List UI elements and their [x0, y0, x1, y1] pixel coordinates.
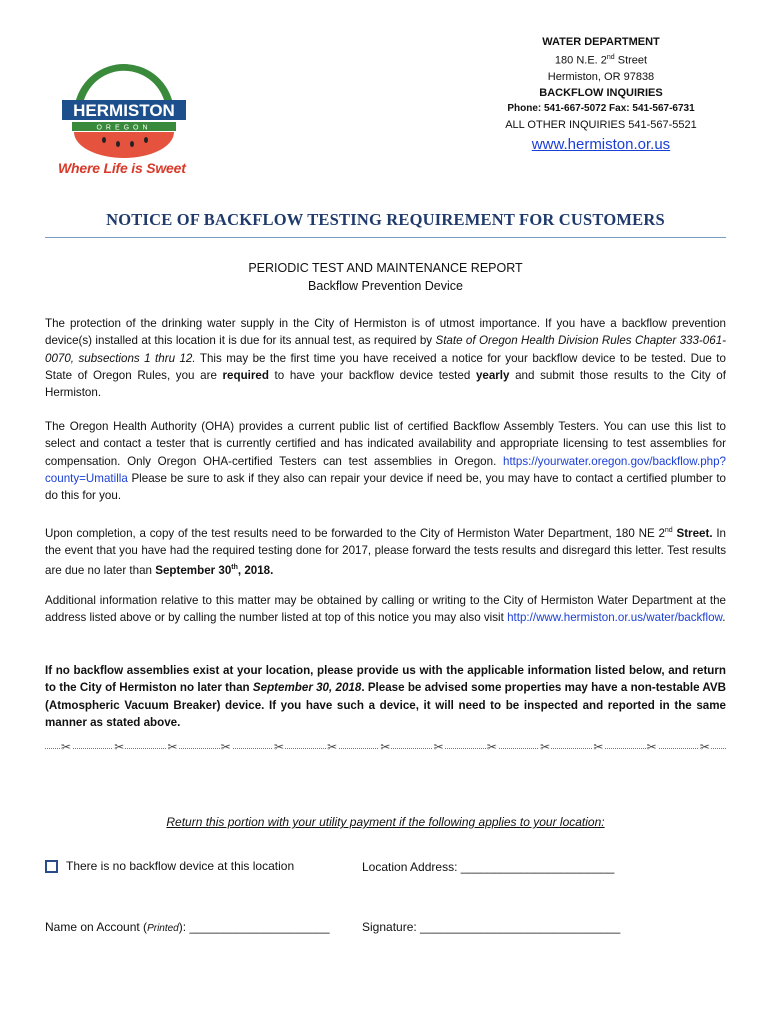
logo-city-text: HERMISTON	[73, 101, 175, 120]
name-on-account-field[interactable]: _____________________	[189, 920, 330, 934]
subtitle-report: PERIODIC TEST AND MAINTENANCE REPORT	[248, 261, 523, 275]
paragraph-additional-info: Additional information relative to this matter may be obtained by calling or writing to the City of Hermiston Water Department at the address listed above or by calling the number listed at top of this notice you may also visit http://www.hermiston.or.us/water/backflow.	[45, 594, 726, 625]
signature-label: Signature:	[362, 920, 417, 934]
signature-field[interactable]: ______________________________	[420, 920, 621, 934]
scissors-icon: ✂	[60, 740, 72, 762]
scissors-icon: ✂	[433, 740, 445, 762]
title-rule	[45, 237, 726, 238]
city-line: Hermiston, OR 97838	[547, 70, 655, 83]
scissors-icon: ✂	[273, 740, 285, 762]
phone-fax-line: Phone: 541-667-5072 Fax: 541-567-6731	[507, 102, 695, 114]
location-address-row	[362, 860, 614, 874]
scissors-icon: ✂	[646, 740, 658, 762]
scissors-icon: ✂	[699, 740, 711, 762]
tagline: Where Life is Sweet	[58, 160, 186, 176]
scissors-icon: ✂	[113, 740, 125, 762]
backflow-inquiries-label: BACKFLOW INQUIRIES	[539, 86, 663, 99]
department-name: WATER DEPARTMENT	[542, 36, 660, 48]
scissors-icon: ✂	[166, 740, 178, 762]
hermiston-logo	[58, 64, 190, 160]
subtitle-block	[45, 259, 726, 295]
oha-testers-link[interactable]: https://yourwater.oregon.gov/backflow.php?county=Umatilla	[45, 454, 726, 485]
scissors-icon: ✂	[486, 740, 498, 762]
no-device-row	[45, 859, 294, 873]
scissors-icon: ✂	[379, 740, 391, 762]
paragraph-oha: The Oregon Health Authority (OHA) provides a current public list of certified Backflow Assembly Testers. You can use this list to select and contact a tester that is currently certified and has indicated availability and appropriate licensing to test assemblies for compensation. Only Oregon OHA-certified Testers can test assemblies in Oregon. https://yourwater.oregon.gov/backflow.php?county=Umatilla Please be sure to ask if they also can repair your device if need be, you may have to contact a certified plumber to do this for you.	[45, 420, 726, 503]
paragraph-completion: Upon completion, a copy of the test results need to be forwarded to the City of Hermiston Water Department, 180 NE 2nd Street. In the event that you have had the required testing done for 2017, please forward the tests results and disregard this letter. Test results are due no later than September 30th, 2018.	[45, 526, 726, 578]
website-link[interactable]: www.hermiston.or.us	[531, 135, 671, 153]
street-address: 180 N.E. 2nd Street	[554, 54, 648, 67]
document-title: NOTICE OF BACKFLOW TESTING REQUIREMENT FOR CUSTOMERS	[106, 210, 665, 229]
paragraph-no-assemblies: If no backflow assemblies exist at your location, please provide us with the applicable information listed below, and return to the City of Hermiston no later than September 30, 2018. Please be advised some properties may have a non-testable AVB (Atmospheric Vacuum Breaker) device. If you have such a device, it will need to be inspected and reported in the same manner as stated above.	[45, 664, 726, 729]
scissors-icon: ✂	[539, 740, 551, 762]
signature-row	[362, 920, 620, 934]
cut-line	[45, 740, 726, 762]
name-on-account-row: Name on Account (Printed): _____________________	[45, 920, 330, 934]
printed-note: Printed	[147, 923, 179, 934]
name-on-account-label: Name on Account (	[45, 920, 148, 934]
no-device-label: There is no backflow device at this location	[66, 859, 295, 873]
contact-block	[470, 34, 732, 153]
scissors-icon: ✂	[326, 740, 338, 762]
other-inquiries-line: ALL OTHER INQUIRIES 541-567-5521	[505, 118, 697, 131]
location-address-label: Location Address:	[362, 860, 458, 874]
scissors-icon: ✂	[220, 740, 232, 762]
location-address-field[interactable]: _______________________	[460, 860, 615, 874]
backflow-info-link[interactable]: http://www.hermiston.or.us/water/backflow	[507, 611, 723, 625]
no-device-checkbox[interactable]	[45, 860, 58, 873]
return-instructions: Return this portion with your utility payment if the following applies to your location:	[166, 815, 605, 829]
logo-state-text: OREGON	[96, 124, 152, 132]
paragraph-protection: The protection of the drinking water supply in the City of Hermiston is of utmost importance. If you have a backflow prevention device(s) installed at this location it is due for its annual test, as required by State of Oregon Health Division Rules Chapter 333-061-0070, subsections 1 thru 12. This may be the first time you have received a notice for your backflow device to be tested. Due to State of Oregon Rules, you are required to have your backflow device tested yearly and submit those results to the City of Hermiston.	[45, 317, 726, 400]
subtitle-device: Backflow Prevention Device	[308, 279, 463, 293]
scissors-icon: ✂	[592, 740, 604, 762]
